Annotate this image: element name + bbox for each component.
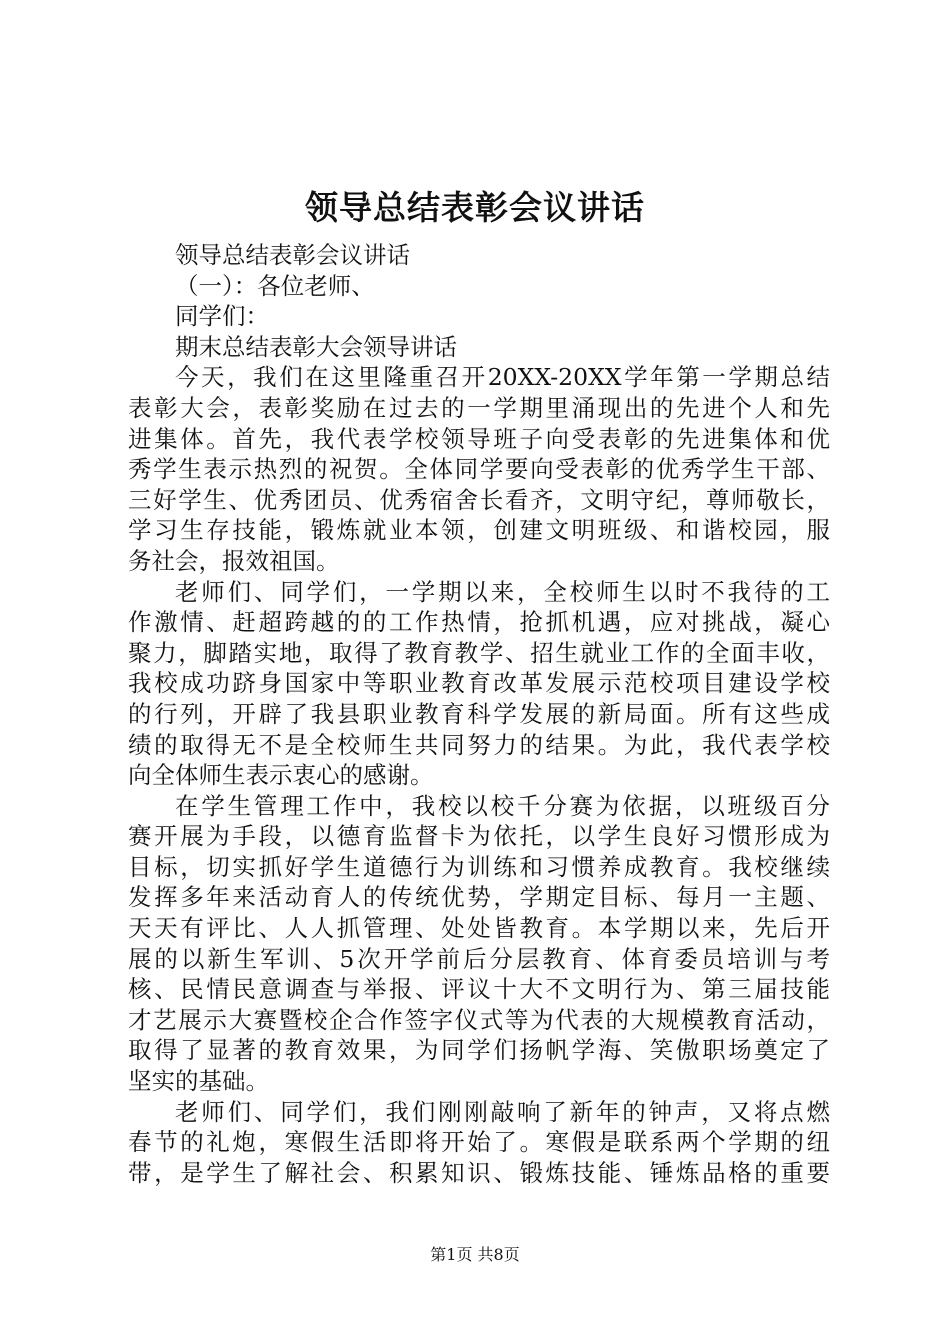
document-title: 领导总结表彰会议讲话 — [305, 188, 645, 227]
text-line: 展的以新生军训、5次开学前后分层教育、体育委员培训与考 — [128, 944, 830, 973]
text-line: 进集体。首先，我代表学校领导班子向受表彰的先进集体和优 — [128, 424, 830, 453]
text-line: 绩的取得无不是全校师生共同努力的结果。为此，我代表学校 — [128, 730, 830, 759]
document-body — [128, 240, 830, 1188]
text-line: 天天有评比、人人抓管理、处处皆教育。本学期以来，先后开 — [128, 914, 830, 943]
text-line: 发挥多年来活动育人的传统优势，学期定目标、每月一主题、 — [128, 883, 830, 912]
text-line: 核、民情民意调查与举报、评议十大不文明行为、第三届技能 — [128, 975, 830, 1004]
text-line: 三好学生、优秀团员、优秀宿舍长看齐，文明守纪，尊师敬长， — [128, 485, 830, 514]
text-line: 老师们、同学们，我们刚刚敲响了新年的钟声，又将点燃 — [175, 1097, 830, 1126]
text-line: 老师们、同学们，一学期以来，全校师生以时不我待的工 — [175, 577, 830, 606]
text-line: 目标，切实抓好学生道德行为训练和习惯养成教育。我校继续 — [128, 852, 830, 881]
text-line: 聚力，脚踏实地，取得了教育教学、招生就业工作的全面丰收， — [128, 638, 830, 667]
text-line: 赛开展为手段，以德育监督卡为依托，以学生良好习惯形成为 — [128, 822, 830, 851]
text-line: 领导总结表彰会议讲话 — [175, 241, 410, 269]
text-line: 坚实的基础。 — [128, 1067, 269, 1096]
text-line: 秀学生表示热烈的祝贺。全体同学要向受表彰的优秀学生干部、 — [128, 455, 830, 484]
text-line: 取得了显著的教育效果，为同学们扬帆学海、笑傲职场奠定了 — [128, 1036, 830, 1065]
text-line: 在学生管理工作中，我校以校千分赛为依据，以班级百分 — [175, 791, 830, 820]
text-line: 务社会，报效祖国。 — [128, 546, 340, 575]
text-line: 学习生存技能，锻炼就业本领，创建文明班级、和谐校园，服 — [128, 516, 830, 545]
page-footer: 第1页 共8页 — [430, 1245, 520, 1264]
text-line: 今天，我们在这里隆重召开20XX-20XX学年第一学期总结 — [175, 363, 830, 392]
text-line: 带，是学生了解社会、积累知识、锻炼技能、锤炼品格的重要 — [128, 1158, 830, 1187]
text-line: 同学们： — [175, 302, 269, 331]
text-line: （一）：各位老师、 — [175, 271, 375, 300]
text-line: 我校成功跻身国家中等职业教育改革发展示范校项目建设学校 — [128, 669, 830, 698]
text-line: 期末总结表彰大会领导讲话 — [175, 332, 457, 361]
text-line: 表彰大会，表彰奖励在过去的一学期里涌现出的先进个人和先 — [128, 393, 830, 422]
text-line: 向全体师生表示衷心的感谢。 — [128, 761, 434, 790]
text-line: 春节的礼炮，寒假生活即将开始了。寒假是联系两个学期的纽 — [128, 1128, 830, 1157]
text-line: 才艺展示大赛暨校企合作签字仪式等为代表的大规模教育活动， — [128, 1005, 830, 1034]
text-line: 作激情、赶超跨越的的工作热情，抢抓机遇，应对挑战，凝心 — [128, 608, 830, 637]
text-line: 的行列，开辟了我县职业教育科学发展的新局面。所有这些成 — [128, 699, 830, 728]
